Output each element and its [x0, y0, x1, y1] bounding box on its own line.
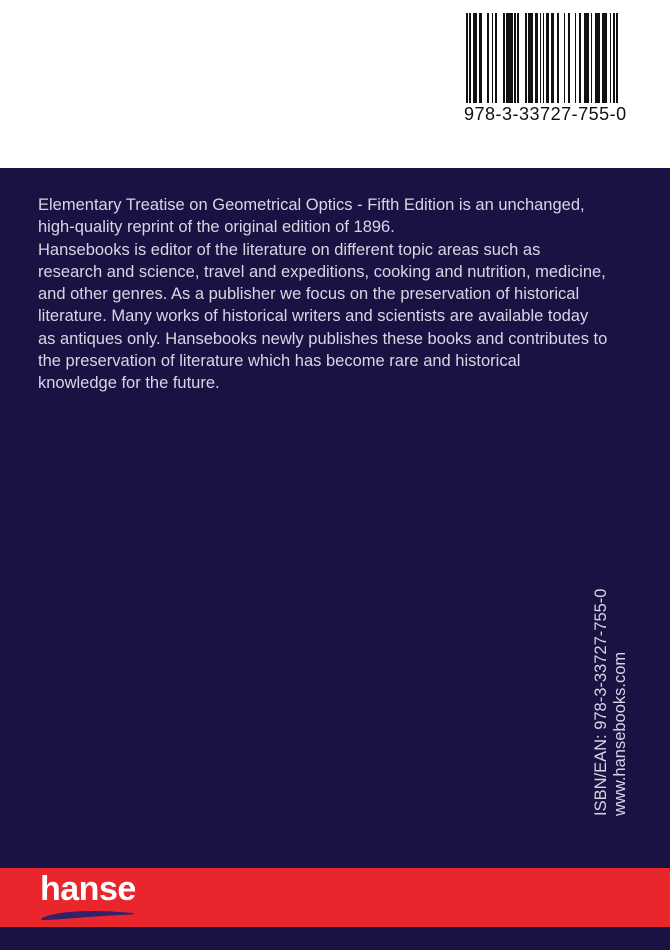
description-line: Hansebooks is editor of the literature on different topic areas such as — [38, 240, 541, 259]
description-line: knowledge for the future. — [38, 374, 220, 393]
description-line: high-quality reprint of the original edition of 1896. — [38, 218, 395, 237]
description-line: the preservation of literature which has become rare and historical — [38, 352, 521, 371]
publisher-footer — [0, 868, 670, 927]
description-line: research and science, travel and expeditions, cooking and nutrition, medicine, — [38, 262, 606, 281]
barcode-number: 978-3-33727-755-0 — [464, 104, 627, 124]
description-line: and other genres. As a publisher we focus on the preservation of historical — [38, 285, 580, 304]
description-line: as antiques only. Hansebooks newly publishes these books and contributes to — [38, 329, 608, 348]
publisher-logo-text: hanse — [40, 870, 136, 908]
publisher-logo — [40, 871, 150, 907]
barcode — [464, 13, 627, 125]
spine-isbn-text: ISBN/EAN: 978-3-33727-755-0 — [592, 588, 610, 816]
description-line: literature. Many works of historical writers and scientists are available today — [38, 307, 589, 326]
logo-swoosh-icon — [40, 908, 136, 922]
spine-text — [592, 580, 630, 816]
barcode-band — [0, 0, 670, 168]
book-description — [38, 194, 638, 395]
barcode-bars — [464, 13, 620, 103]
spine-website-text: www.hansebooks.com — [611, 651, 629, 816]
barcode-bar — [616, 13, 618, 103]
description-line: Elementary Treatise on Geometrical Optics - Fifth Edition is an unchanged, — [38, 196, 585, 214]
